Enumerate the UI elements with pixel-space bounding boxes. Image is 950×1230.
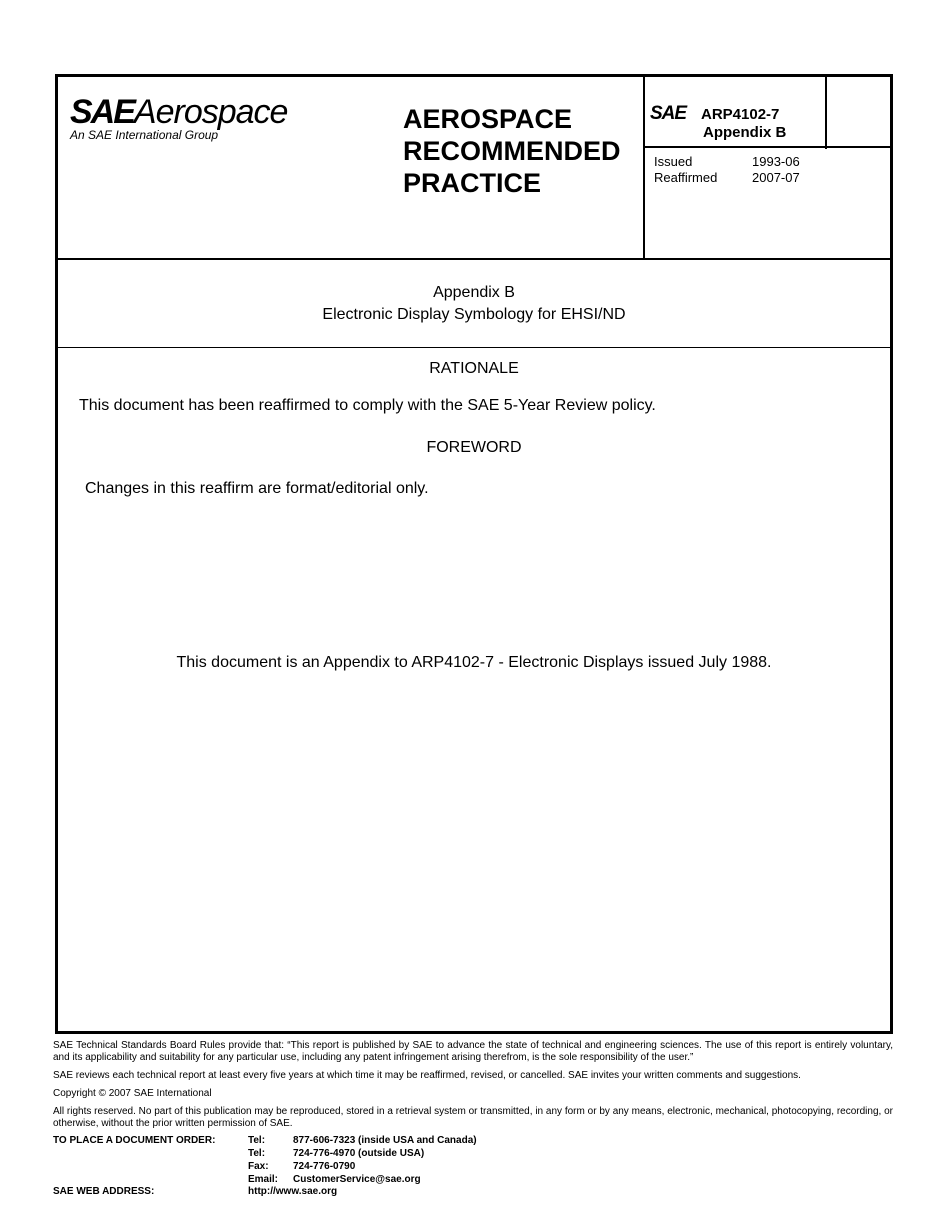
contact-labels xyxy=(248,1134,298,1186)
sae-mini-logo: SAE xyxy=(650,103,687,124)
issued-label: Issued xyxy=(654,154,693,169)
footer-notices xyxy=(53,1040,893,1136)
order-label: TO PLACE A DOCUMENT ORDER: xyxy=(53,1135,216,1146)
header-divider-vertical-small xyxy=(825,77,827,149)
doc-type-line: AEROSPACE xyxy=(403,104,573,134)
footer-review: SAE reviews each technical report at least every five years at which time it may be reaffirmed, revised, or cancelled. SAE invites your written comments and suggestions. xyxy=(53,1070,801,1081)
web-address-link[interactable]: http://www.sae.org xyxy=(248,1186,338,1197)
contact-label: Tel: xyxy=(248,1135,266,1146)
contact-value: 724-776-0790 xyxy=(293,1161,356,1172)
title-line-2: Electronic Display Symbology for EHSI/ND xyxy=(322,306,626,323)
footer-rights: All rights reserved. No part of this publication may be reproduced, stored in a retrieval system or transmitted, in any form or by any means, electronic, mechanical, photocopying, recording, or otherwise, without the prior written permission of SAE. xyxy=(53,1106,893,1129)
contact-value: 724-776-4970 (outside USA) xyxy=(293,1148,425,1159)
logo-sae-text: SAE xyxy=(70,93,134,131)
document-appendix: Appendix B xyxy=(703,124,787,141)
logo-subtitle: An SAE International Group xyxy=(70,128,219,142)
contact-values xyxy=(293,1134,593,1186)
rationale-heading: RATIONALE xyxy=(429,360,519,377)
title-bottom-rule xyxy=(58,347,890,348)
footer-copyright: Copyright © 2007 SAE International xyxy=(53,1088,212,1099)
contact-label: Fax: xyxy=(248,1161,269,1172)
document-number: ARP4102-7 xyxy=(701,106,780,123)
document-frame xyxy=(55,74,893,1034)
header-divider-vertical xyxy=(643,77,645,258)
reaffirmed-value: 2007-07 xyxy=(752,170,800,185)
doc-type-line: RECOMMENDED xyxy=(403,136,621,166)
contact-label: Tel: xyxy=(248,1148,266,1159)
document-type xyxy=(403,103,621,199)
rationale-text: This document has been reaffirmed to comply with the SAE 5-Year Review policy. xyxy=(79,397,656,414)
issue-dates xyxy=(654,154,800,186)
foreword-heading: FOREWORD xyxy=(426,439,522,456)
logo-aerospace-text: Aerospace xyxy=(133,93,288,131)
sae-aerospace-logo xyxy=(70,93,287,142)
issued-value: 1993-06 xyxy=(752,154,800,169)
header-bottom-rule xyxy=(58,258,890,260)
footer-rules: SAE Technical Standards Board Rules provide that: “This report is published by SAE to advance the state of technical and engineering sciences. The use of this report is entirely voluntary, and its applicability and suitability for any particular use, including any patent infringement arising therefrom, is the sole responsibility of the user.” xyxy=(53,1040,893,1063)
title-line-1: Appendix B xyxy=(433,284,515,301)
header-divider-horizontal xyxy=(643,146,890,148)
contact-value: 877-606-7323 (inside USA and Canada) xyxy=(293,1135,477,1146)
email-link[interactable]: CustomerService@sae.org xyxy=(293,1174,421,1185)
doc-type-line: PRACTICE xyxy=(403,168,542,198)
appendix-note: This document is an Appendix to ARP4102-7 - Electronic Displays issued July 1988. xyxy=(176,654,772,671)
reaffirmed-label: Reaffirmed xyxy=(654,170,718,185)
foreword-text: Changes in this reaffirm are format/editorial only. xyxy=(85,480,429,497)
contact-label: Email: xyxy=(248,1174,279,1185)
web-address-label: SAE WEB ADDRESS: xyxy=(53,1186,155,1197)
document-title xyxy=(58,282,890,326)
